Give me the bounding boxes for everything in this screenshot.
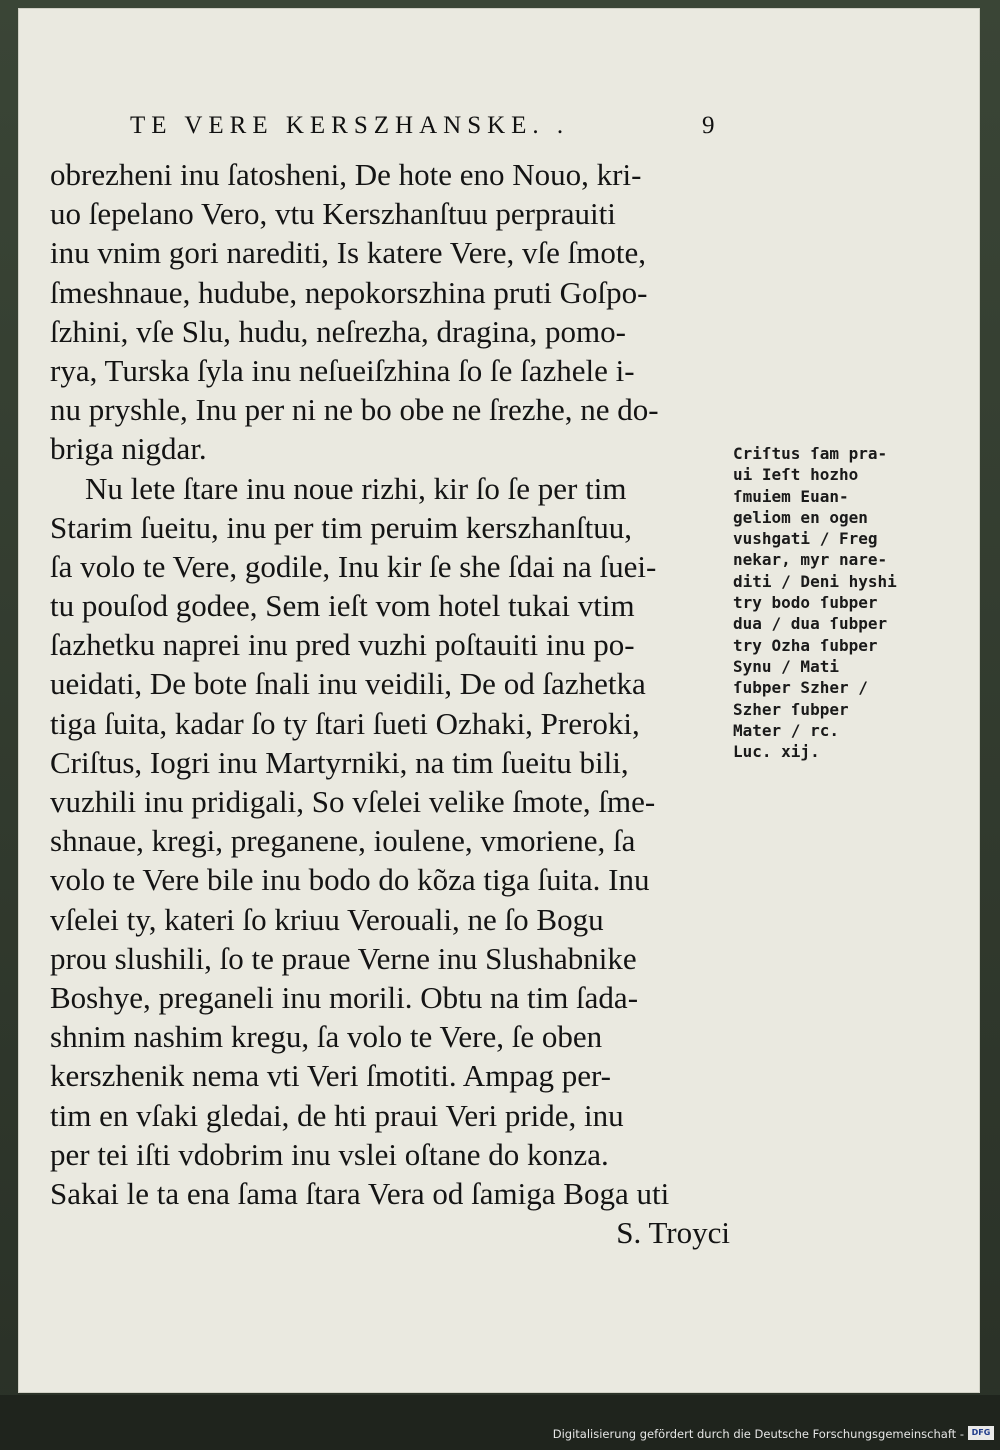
text-line: Starim ſueitu, inu per tim peruim kerszhanſtuu, bbox=[50, 509, 632, 545]
marginal-line: try Ozha ſubper bbox=[733, 635, 878, 655]
text-line: ſazhetku naprei inu pred vuzhi poſtauiti inu po- bbox=[50, 627, 635, 663]
catchword-line: S. Troyci bbox=[616, 1215, 730, 1251]
marginal-line: Szher ſubper bbox=[733, 699, 849, 719]
marginal-line: Mater / rc. bbox=[733, 720, 839, 740]
footer-bar bbox=[0, 1395, 1000, 1450]
text-line: tu pouſod godee, Sem ieſt vom hotel tukai vtim bbox=[50, 588, 635, 624]
marginal-line: ſmuiem Euan- bbox=[733, 486, 849, 506]
text-line: uo ſepelano Vero, vtu Kerszhanſtuu perprauiti bbox=[50, 196, 616, 232]
running-title: TE VERE KERSZHANSKE. . bbox=[130, 112, 570, 139]
dfg-logo-icon: DFG bbox=[968, 1426, 994, 1440]
text-line: shnaue, kregi, preganene, ioulene, vmoriene, ſa bbox=[50, 823, 636, 859]
text-line: vſelei ty, kateri ſo kriuu Verouali, ne ſo Bogu bbox=[50, 901, 604, 937]
marginal-line: try bodo ſubper bbox=[733, 593, 878, 613]
text-line: Criſtus, Iogri inu Martyrniki, na tim ſueitu bili, bbox=[50, 744, 629, 780]
text-line: Nu lete ſtare inu noue rizhi, kir ſo ſe per tim bbox=[85, 470, 627, 506]
marginal-line: Criſtus ſam pra- bbox=[733, 444, 888, 463]
marginal-line: ſubper Szher / bbox=[733, 678, 868, 698]
text-line: ueidati, De bote ſnali inu veidili, De od ſazhetka bbox=[50, 666, 646, 702]
text-line: ſmeshnaue, hudube, nepokorszhina pruti Goſpo- bbox=[50, 274, 648, 310]
marginal-line: ui Ieſt hozho bbox=[733, 465, 859, 485]
text-line: Sakai le ta ena ſama ſtara Vera od ſamiga Boga uti bbox=[50, 1175, 670, 1211]
marginal-line: vushgati / Freg bbox=[733, 529, 878, 549]
text-line: obrezheni inu ſatosheni, De hote eno Nouo, kri- bbox=[50, 157, 642, 192]
marginal-line: Synu / Mati bbox=[733, 656, 839, 676]
marginal-line: dua / dua ſubper bbox=[733, 614, 888, 634]
page-number: 9 bbox=[702, 112, 715, 139]
marginal-line: Luc. xij. bbox=[733, 742, 820, 762]
text-line: vuzhili inu pridigali, So vſelei velike ſmote, ſme- bbox=[50, 784, 656, 819]
running-header bbox=[130, 112, 730, 140]
text-line: inu vnim gori narediti, Is katere Vere, vſe ſmote, bbox=[50, 235, 647, 271]
text-line: shnim nashim kregu, ſa volo te Vere, ſe oben bbox=[50, 1019, 603, 1055]
funding-credit: Digitalisierung gefördert durch die Deutsche Forschungsgemeinschaft - bbox=[552, 1427, 964, 1441]
text-line: prou slushili, ſo te praue Verne inu Slushabnike bbox=[50, 940, 637, 976]
text-line: rya, Turska ſyla inu neſueiſzhina ſo ſe ſazhele i- bbox=[50, 352, 635, 388]
text-line: briga nigdar. bbox=[50, 431, 207, 467]
text-line: ſzhini, vſe Slu, hudu, neſrezha, dragina, pomo- bbox=[50, 313, 626, 349]
text-line: ſa volo te Vere, godile, Inu kir ſe she ſdai na ſuei- bbox=[50, 548, 657, 584]
marginal-line: diti / Deni hyshi bbox=[733, 571, 897, 591]
text-line: tim en vſaki gledai, de hti praui Veri pride, inu bbox=[50, 1097, 624, 1133]
text-line: Boshye, preganeli inu morili. Obtu na tim ſada- bbox=[50, 979, 639, 1015]
text-line: per tei iſti vdobrim inu vslei oſtane do konza. bbox=[50, 1136, 609, 1172]
main-text-block bbox=[50, 155, 750, 1252]
text-line: nu pryshle, Inu per ni ne bo obe ne ſrezhe, ne do- bbox=[50, 392, 659, 428]
text-line: kerszhenik nema vti Veri ſmotiti. Ampag per- bbox=[50, 1058, 611, 1094]
marginal-note bbox=[733, 443, 918, 762]
text-line: tiga ſuita, kadar ſo ty ſtari ſueti Ozhaki, Preroki, bbox=[50, 705, 640, 741]
text-line: volo te Vere bile inu bodo do kõza tiga ſuita. Inu bbox=[50, 862, 650, 898]
marginal-line: geliom en ogen bbox=[733, 507, 868, 527]
marginal-line: nekar, myr nare- bbox=[733, 550, 888, 570]
